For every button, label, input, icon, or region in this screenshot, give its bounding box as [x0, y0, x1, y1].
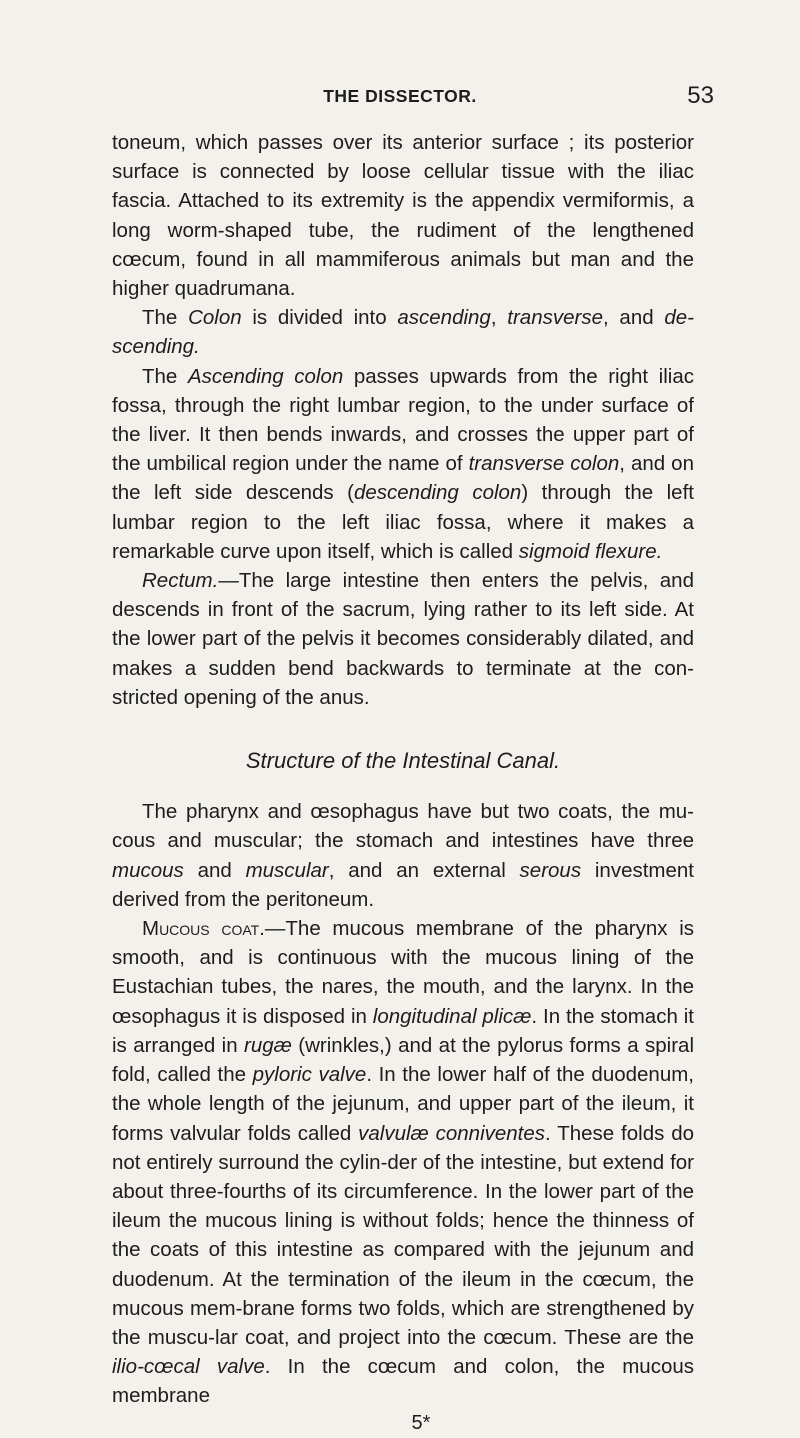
- paragraph-ascending-colon: [112, 362, 694, 566]
- page-number: 53: [687, 82, 714, 109]
- paragraph-colon: [112, 303, 694, 361]
- text-span: (wrinkles,) and at the pylorus forms a spiral fold, called the: [112, 1033, 694, 1087]
- term-valvulae-conniventes: valvulæ conniventes: [358, 1121, 546, 1145]
- text-span: and: [183, 858, 246, 882]
- text-span: , and an external: [328, 858, 520, 882]
- text-span: . These folds do not entirely surround the cylin-der of the intestine, but extend for about three-fourths of its circumference. In the lower part of the ileum the mucous lining is without folds; hence the thinness of the coats of this intestine as compared with the jejunum and duodenum. At the termination of the ileum in the cœcum, the mucous mem-brane forms two folds, which are strengthened by the muscu-lar coat, and project into the cœcum. These are the: [112, 1121, 694, 1349]
- text-span: . In the cœcum and colon, the mucous membrane: [112, 1355, 695, 1408]
- body-text: [112, 128, 694, 1435]
- term-descending-colon: descending colon: [353, 481, 522, 505]
- text-span: —The mucous membrane of the pharynx is smooth, and is continuous with the mucous lining of the Eustachian tubes, the nares, the mouth, and the larynx. In the œsophagus it is disposed in: [112, 917, 694, 1028]
- text-span: ,: [490, 306, 508, 330]
- text-span: ) through the left lumbar region to the left iliac fossa, where it makes a remarkable curve upon itself, which is called: [112, 481, 694, 563]
- paragraph-rectum: [112, 566, 694, 712]
- term-ascending: ascending: [397, 306, 491, 330]
- term-rugae: rugæ: [244, 1033, 292, 1057]
- term-rectum: Rectum.: [142, 569, 219, 593]
- term-transverse-colon: transverse colon: [468, 452, 620, 476]
- term-mucous: mucous: [112, 858, 184, 882]
- text-span: . In the lower half of the duodenum, the whole length of the jejunum, and upper part of the ileum, it forms valvular folds called: [112, 1063, 694, 1145]
- page-header: [0, 82, 800, 118]
- text-span: , and on the left side descends (: [112, 452, 694, 505]
- section-heading: Structure of the Intestinal Canal.: [245, 748, 561, 774]
- text-span: . In the stomach it is arranged in: [112, 1004, 694, 1057]
- signature-mark: 5*: [411, 1411, 431, 1434]
- running-head: THE DISSECTOR.: [323, 86, 477, 106]
- term-muscular: muscular: [245, 858, 329, 882]
- text-span: The: [142, 306, 189, 330]
- term-descending: de-scending.: [112, 306, 694, 359]
- text-span: , and: [603, 306, 665, 330]
- paragraph-appendix: toneum, which passes over its anterior surface ; its posterior surface is connected by loose cellular tissue with the iliac fascia. Attached to its extremity is the appendix vermiformis, a long worm-shaped tube, the rudiment of the lengthened cœcum, found in all mammiferous animals but man and the higher quadrumana.: [112, 131, 694, 301]
- text-span: passes upwards from the right iliac fossa, through the right lumbar region, to the under surface of the liver. It then bends inwards, and crosses the upper part of the umbilical region under the name of: [112, 364, 694, 476]
- term-serous: serous: [519, 858, 582, 882]
- text-span: The: [142, 364, 188, 388]
- term-sigmoid-flexure: sigmoid flexure.: [518, 539, 663, 563]
- text-span: investment derived from the peritoneum.: [112, 858, 694, 911]
- text-span: is divided into: [241, 306, 398, 330]
- term-pyloric-valve: pyloric valve: [252, 1063, 367, 1087]
- text-span: The pharynx and œsophagus have but two coats, the mu-cous and muscular; the stomach and intestines have three: [112, 800, 694, 853]
- term-ascending-colon: Ascending colon: [187, 364, 344, 388]
- term-transverse: transverse: [507, 306, 603, 330]
- text-span: —The large intestine then enters the pelvis, and descends in front of the sacrum, lying rather to its left side. At the lower part of the pelvis it becomes considerably dilated, and makes a sudden bend backwards to terminate at the con-stricted opening of the anus.: [112, 569, 694, 709]
- term-longitudinal-plicae: longitudinal plicæ: [372, 1004, 532, 1028]
- term-colon: Colon: [188, 306, 242, 330]
- lead-mucous-coat: Mucous coat.: [142, 917, 265, 941]
- paragraph-mucous-coat: [112, 914, 694, 1410]
- term-ilio-caecal-valve: ilio-cœcal valve: [112, 1355, 265, 1379]
- paragraph-coats: [112, 797, 694, 914]
